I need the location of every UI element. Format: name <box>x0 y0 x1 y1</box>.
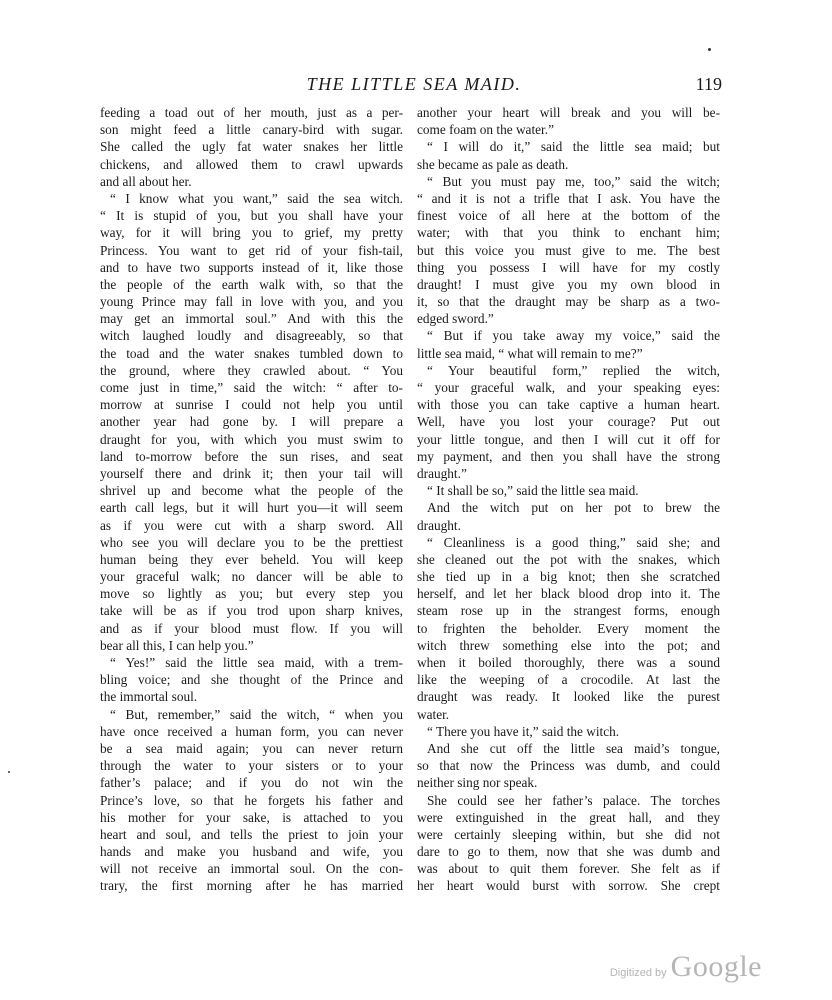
text-line: the people of the earth walk with, so that the <box>100 276 403 292</box>
text-line: move so lightly as you; but every step you <box>100 586 403 602</box>
text-line: “ But if you take away my voice,” said the <box>427 328 720 344</box>
digitized-by-text: Digitized by <box>609 967 667 979</box>
text-line: but this voice you must give to me. The best <box>417 242 720 258</box>
text-line: her heart would burst with sorrow. She crept <box>417 878 720 894</box>
text-line: bling voice; and she thought of the Prince and <box>100 672 403 688</box>
text-line: young Prince may fall in love with you, and you <box>100 294 403 310</box>
text-line: neither sing nor speak. <box>417 775 538 791</box>
text-line: Princess. You want to get rid of your fish-tail, <box>100 242 403 258</box>
left-column <box>100 104 403 924</box>
text-line: feeding a toad out of her mouth, just as a per- <box>100 105 403 120</box>
text-line: witch laughed loudly and disagreeably, so that <box>100 328 403 344</box>
text-line: his mother for your sake, is attached to you <box>100 809 403 825</box>
text-line: another your heart will break and you will be- <box>417 105 720 120</box>
text-line: human being they ever beheld. You will keep <box>100 551 403 567</box>
text-line: draught.” <box>417 465 467 481</box>
text-line: “ and it is not a trifle that I ask. You have the <box>417 190 720 206</box>
text-line: and as if your blood must flow. If you will <box>100 620 403 636</box>
text-line: another year had gone by. I will prepare a <box>100 414 403 430</box>
running-header <box>100 74 728 98</box>
text-line: dare to go to them, now that she was dumb and <box>417 844 720 860</box>
text-line: come just in time,” said the witch: “ after to- <box>100 380 403 395</box>
text-line: through the water to your sisters or to your <box>100 758 403 774</box>
text-line: yourself there and drink it; then your tail will <box>100 465 403 481</box>
text-line: “ But, remember,” said the witch, “ when you <box>110 706 403 722</box>
text-line: thing you possess I will have for my costly <box>417 259 720 275</box>
text-line: were certainly sleeping within, but she did not <box>417 826 720 842</box>
text-line: be a sea maid again; you can never return <box>100 740 403 756</box>
text-line: draught. <box>417 517 461 533</box>
running-title: THE LITTLE SEA MAID. <box>306 74 522 94</box>
text-line: my payment, and then you shall have the strong <box>417 448 720 464</box>
text-line: the toad and the water snakes tumbled down to <box>100 345 403 361</box>
text-line: and all about her. <box>100 173 192 189</box>
text-line: Well, have you lost your courage? Put out <box>417 414 720 430</box>
text-line: “ Cleanliness is a good thing,” said she; and <box>427 534 720 550</box>
text-line: the ground, where they crawled about. “ You <box>100 362 403 378</box>
speck-mark <box>8 771 10 773</box>
text-line: bear all this, I can help you.” <box>100 637 254 653</box>
right-column <box>417 104 720 924</box>
text-line: may get an immortal soul.” And with this the <box>100 311 403 327</box>
text-line: your little tongue, and then I will cut it off for <box>417 431 720 447</box>
text-line: And she cut off the little sea maid’s tongue, <box>427 740 720 756</box>
text-line: witch threw something else into the pot; and <box>417 637 720 653</box>
text-line: to frighten the beholder. Every moment the <box>417 620 720 636</box>
text-line: herself, and let her black blood drop into it. The <box>417 586 720 602</box>
text-line: your graceful walk; no dancer will be able to <box>100 569 403 585</box>
text-line: son might feed a little canary-bird with sugar. <box>100 122 403 138</box>
text-line: water. <box>417 706 450 722</box>
text-line: She could see her father’s palace. The torches <box>427 792 720 808</box>
text-line: trary, the first morning after he has married <box>100 878 403 894</box>
digitized-watermark <box>610 950 762 984</box>
text-line: edged sword.” <box>417 311 494 327</box>
page-number: 119 <box>695 74 722 94</box>
text-line: with those you can take captive a human heart. <box>417 397 720 413</box>
text-line: finest voice of all here at the bottom of the <box>417 208 720 224</box>
google-logo: Google <box>670 950 762 983</box>
text-line: were extinguished in the great hall, and they <box>417 809 720 825</box>
text-line: draught! I must give you my own blood in <box>417 276 720 292</box>
text-line: chickens, and allowed them to crawl upwards <box>100 156 403 172</box>
text-line: she became as pale as death. <box>417 156 569 172</box>
text-line: little sea maid, “ what will remain to me?” <box>417 345 643 361</box>
text-line: “ Your beautiful form,” replied the witch, <box>427 362 720 378</box>
text-line: And the witch put on her pot to brew the <box>427 500 720 516</box>
text-line: “ But you must pay me, too,” said the witch; <box>427 173 720 189</box>
text-line: so that now the Princess was dumb, and could <box>417 758 720 774</box>
text-line: like the weeping of a crocodile. At last the <box>417 672 720 688</box>
text-line: the immortal soul. <box>100 689 198 705</box>
text-line: and to have two supports instead of it, like those <box>100 259 403 275</box>
text-line: shrivel up and become what the people of the <box>100 483 403 499</box>
text-line: morrow at sunrise I could not help you until <box>100 397 403 413</box>
text-line: when it boiled thoroughly, there was a sound <box>417 655 720 670</box>
text-line: Prince’s love, so that he forgets his father and <box>100 792 403 808</box>
text-line: draught was ready. It looked like the purest <box>417 689 720 705</box>
text-line: “ It is stupid of you, but you shall have your <box>100 208 403 224</box>
speck-mark <box>708 48 711 51</box>
text-line: come foam on the water.” <box>417 122 554 138</box>
text-line: “ Yes!” said the little sea maid, with a trem- <box>110 655 403 670</box>
text-line: draught for you, with which you must swim to <box>100 431 403 447</box>
text-line: who see you will declare you to be the prettiest <box>100 534 403 550</box>
text-line: she tied up in a big knot; then she scratched <box>417 569 720 585</box>
text-line: she cleaned out the pot with the snakes, which <box>417 551 720 567</box>
text-line: “ I will do it,” said the little sea maid; but <box>427 139 720 155</box>
text-line: father’s palace; and if you do not win the <box>100 775 403 791</box>
text-line: land to-morrow before the sun rises, and seat <box>100 448 403 464</box>
text-line: way, for it will bring you to grief, my pretty <box>100 225 403 241</box>
text-line: will not receive an immortal soul. On the con- <box>100 861 403 877</box>
text-line: was about to quit them forever. She felt as if <box>417 861 720 877</box>
text-line: take will be as if you trod upon sharp knives, <box>100 603 403 619</box>
text-line: “ I know what you want,” said the sea witch. <box>110 190 403 206</box>
text-line: “ There you have it,” said the witch. <box>427 723 620 739</box>
text-line: water; with that you think to enchant him; <box>417 225 720 241</box>
text-line: have once received a human form, you can never <box>100 723 403 739</box>
text-line: “ your graceful walk, and your speaking eyes: <box>417 380 720 395</box>
text-line: “ It shall be so,” said the little sea maid. <box>427 483 639 499</box>
text-line: heart and soul, and tells the priest to join your <box>100 826 403 842</box>
text-line: as if you were cut with a sharp sword. All <box>100 517 403 533</box>
text-line: hands and make you husband and wife, you <box>100 844 403 860</box>
text-line: steam rose up in the strangest forms, enough <box>417 603 720 619</box>
text-line: She called the ugly fat water snakes her little <box>100 139 403 155</box>
text-line: earth call legs, but it will hurt you—it will seem <box>100 500 403 516</box>
text-line: it, so that the draught may be sharp as a two- <box>417 294 720 310</box>
